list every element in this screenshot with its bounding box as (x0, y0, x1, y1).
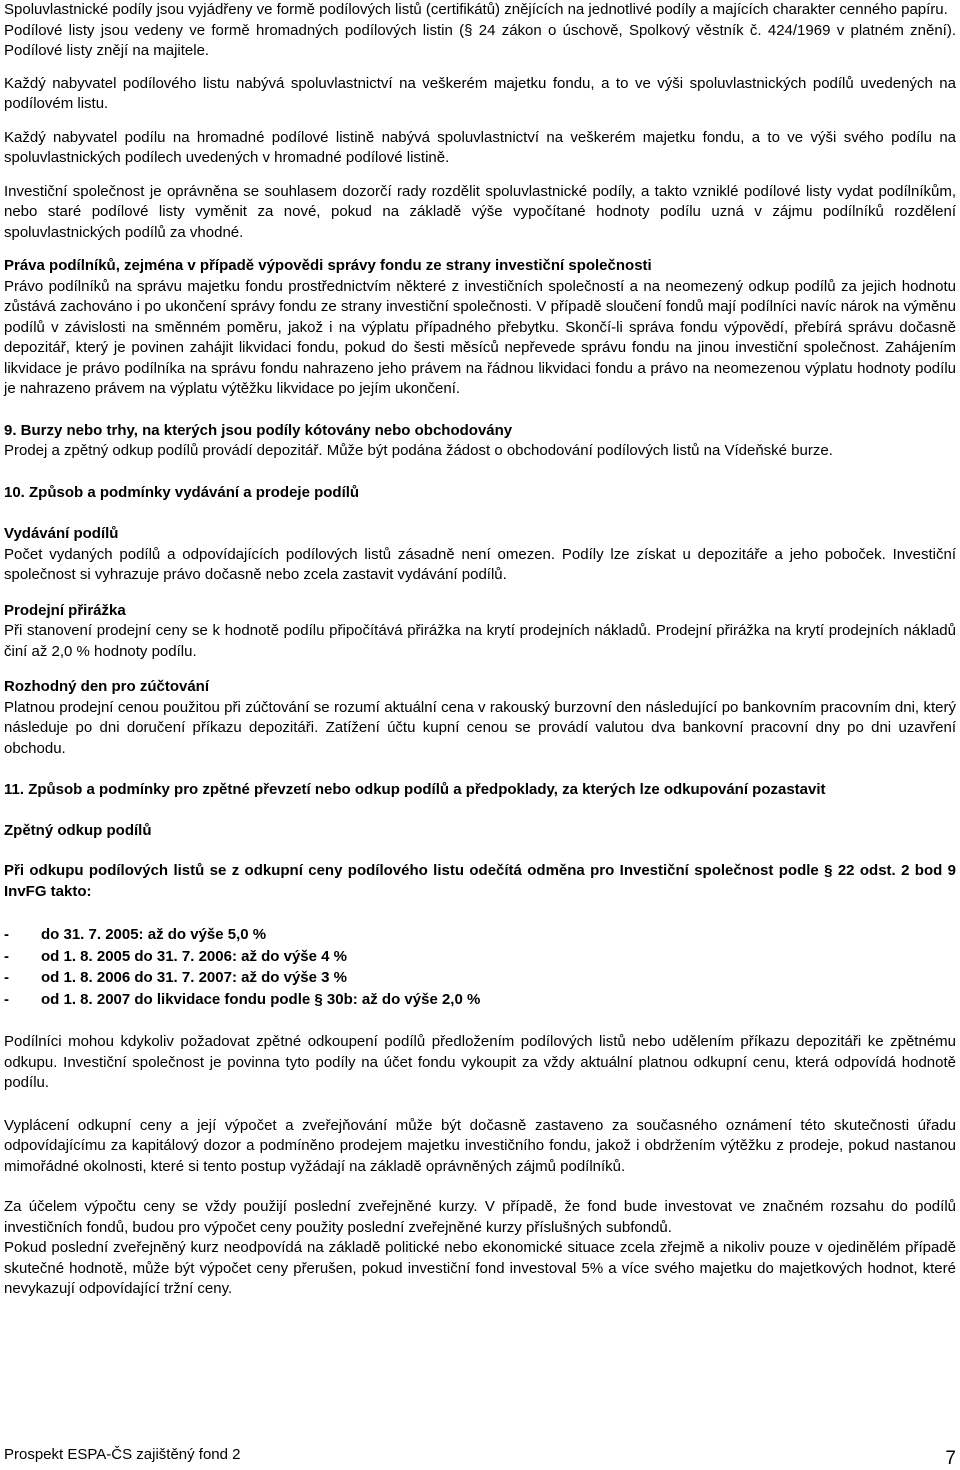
list-item (4, 924, 956, 946)
paragraph-redemption-request: Podílníci mohou kdykoliv požadovat zpětné odkoupení podílů předložením podílových listů nebo udělením příkazu depozitáři ke zpětnému odkupu. Investiční společnost je povinna tyto podíly na účet fondu vykoupit za vždy aktuální platnou odkupní cenu, která odpovídá hodnotě podílu. (4, 1033, 956, 1091)
paragraph-redemption-suspension: Vyplácení odkupní ceny a její výpočet a zveřejňování může být dočasně zastaveno za současného oznámení této skutečnosti úřadu odpovídajícímu za kapitálový dozor a podmíněno prodejem majetku investičního fondu, jakož i obdržením výtěžku z prodeje, pokud nastanou mimořádné okolnosti, které si tento postup vyžádají na základě oprávněných zájmů podílníků. (4, 1116, 956, 1175)
list-dash: - (4, 969, 9, 986)
paragraph-price-interruption: Pokud poslední zveřejněný kurz neodpovídá na základě politické nebo ekonomické situace zcela zřejmě a nikoliv pouze v ojedinělém případě skutečné hodnotě, může být výpočet ceny přerušen, pokud investiční fond investoval 5% a více svého majetku do majetkových hodnot, které nevykazují odpovídající tržní ceny. (4, 1239, 956, 1297)
settlement-heading: Rozhodný den pro zúčtování (4, 678, 209, 695)
rights-heading: Práva podílníků, zejména v případě výpovědi správy fondu ze strany investiční společnosti (4, 257, 652, 274)
rights-text: Právo podílníků na správu majetku fondu prostřednictvím některé z investičních společností a na neomezený odkup podílů za jejich hodnotu zůstává zachováno i po ukončení správy fondu ze strany investiční společnosti. V případě sloučení fondů mají podílníci navíc nárok na výměnu podílů v závislosti na směnném poměru, jakož i na výplatu případného přebytku. Skončí-li správa fondu výpovědí, přebírá správu dočasně depozitář, který je povinen zahájit likvidaci fondu, pokud do šesti měsíců nepřevede správu fondu na jinou investiční společnost. Zahájením likvidace je právo podílníka na správu fondu nahrazeno jeho právem na řádnou likvidaci fondu a právo na neomezenou výplatu hodnoty podílu je nahrazeno právem na výplatu výtěžku likvidace po jejím ukončení. (4, 277, 956, 397)
section-11-heading: 11. Způsob a podmínky pro zpětné převzetí nebo odkup podílů a předpoklady, za kterých lze odkupování pozastavit (4, 781, 826, 798)
issue-text: Počet vydaných podílů a odpovídajících podílových listů zásadně není omezen. Podíly lze získat u depozitáře a jeho poboček. Investiční společnost si vyhrazuje právo dočasně nebo zcela zastavit vydávání podílů. (4, 545, 956, 583)
list-dash: - (4, 947, 9, 965)
footer-title: Prospekt ESPA-ČS zajištěný fond 2 (4, 1446, 241, 1463)
list-item-text: do 31. 7. 2005: až do výše 5,0 % (41, 926, 267, 943)
issue-heading: Vydávání podílů (4, 525, 119, 542)
paragraph-price-calculation: Za účelem výpočtu ceny se vždy použijí poslední zveřejněné kurzy. V případě, že fond bude investovat ve značném rozsahu do podílů investičních fondů, budou pro výpočet ceny použity poslední zveřejněné kurzy příslušných subfondů. (4, 1198, 956, 1236)
paragraph-co-ownership: Každý nabyvatel podílového listu nabývá spoluvlastnictví na veškerém majetku fondu, a to ve výši spoluvlastnických podílů uvedených na podílovém listu. (4, 74, 956, 112)
list-dash: - (4, 926, 9, 943)
paragraph-global-co-ownership: Každý nabyvatel podílu na hromadné podílové listině nabývá spoluvlastnictví na veškerém majetku fondu, a to ve výši svého podílu na spoluvlastnických podílech uvedených v hromadné podílové listině. (4, 128, 956, 166)
page-number: 7 (945, 1448, 956, 1469)
settlement-text: Platnou prodejní cenou použitou při zúčtování se rozumí aktuální cena v rakouský burzovní den následující po bankovním pracovním dni, který následuje po dni doručení příkazu depozitáři. Zatížení účtu kupní cenou se provádí valutou dva bankovní pracovní dny po dni uzavření obchodu. (4, 698, 956, 757)
paragraph-certificates: Spoluvlastnické podíly jsou vyjádřeny ve formě podílových listů (certifikátů) znějících na jednotlivé podíly a majících charakter cenného papíru. (4, 1, 948, 18)
list-item-text: od 1. 8. 2007 do likvidace fondu podle § 30b: až do výše 2,0 % (41, 990, 481, 1008)
list-item (4, 967, 956, 989)
section-10-heading: 10. Způsob a podmínky vydávání a prodeje podílů (4, 483, 360, 501)
fee-intro: Při odkupu podílových listů se z odkupní ceny podílového listu odečítá odměna pro Investiční společnost podle § 22 odst. 2 bod 9 InvFG takto: (4, 862, 956, 900)
section-9-heading: 9. Burzy nebo trhy, na kterých jsou podíly kótovány nebo obchodovány (4, 421, 513, 439)
paragraph-global-certificates: Podílové listy jsou vedeny ve formě hromadných podílových listin (§ 24 zákon o úschově, Spolkový věstník č. 424/1969 v platném znění). Podílové listy znějí na majitele. (4, 21, 956, 59)
redemption-heading: Zpětný odkup podílů (4, 821, 152, 839)
list-item-text: od 1. 8. 2006 do 31. 7. 2007: až do výše 3 % (41, 969, 347, 986)
paragraph-split-shares: Investiční společnost je oprávněna se souhlasem dozorčí rady rozdělit spoluvlastnické podíly, a takto vzniklé podílové listy vydat podílníkům, nebo staré podílové listy vyměnit za nové, pokud na základě výše vypočítané hodnoty podílu uzná v zájmu podílníků rozdělení spoluvlastnických podílů za vhodné. (4, 182, 956, 241)
list-item-text: od 1. 8. 2005 do 31. 7. 2006: až do výše 4 % (41, 947, 347, 965)
list-dash: - (4, 990, 9, 1008)
surcharge-text: Při stanovení prodejní ceny se k hodnotě podílu připočítává přirážka na krytí prodejních nákladů. Prodejní přirážka na krytí prodejních nákladů činí až 2,0 % hodnoty podílu. (4, 622, 956, 660)
surcharge-heading: Prodejní přirážka (4, 601, 126, 619)
section-9-text: Prodej a zpětný odkup podílů provádí depozitář. Může být podána žádost o obchodování podílových listů na Vídeňské burze. (4, 442, 833, 459)
list-item (4, 946, 956, 968)
document-page (4, 0, 956, 1300)
list-item (4, 989, 956, 1011)
fee-list (4, 924, 956, 1010)
